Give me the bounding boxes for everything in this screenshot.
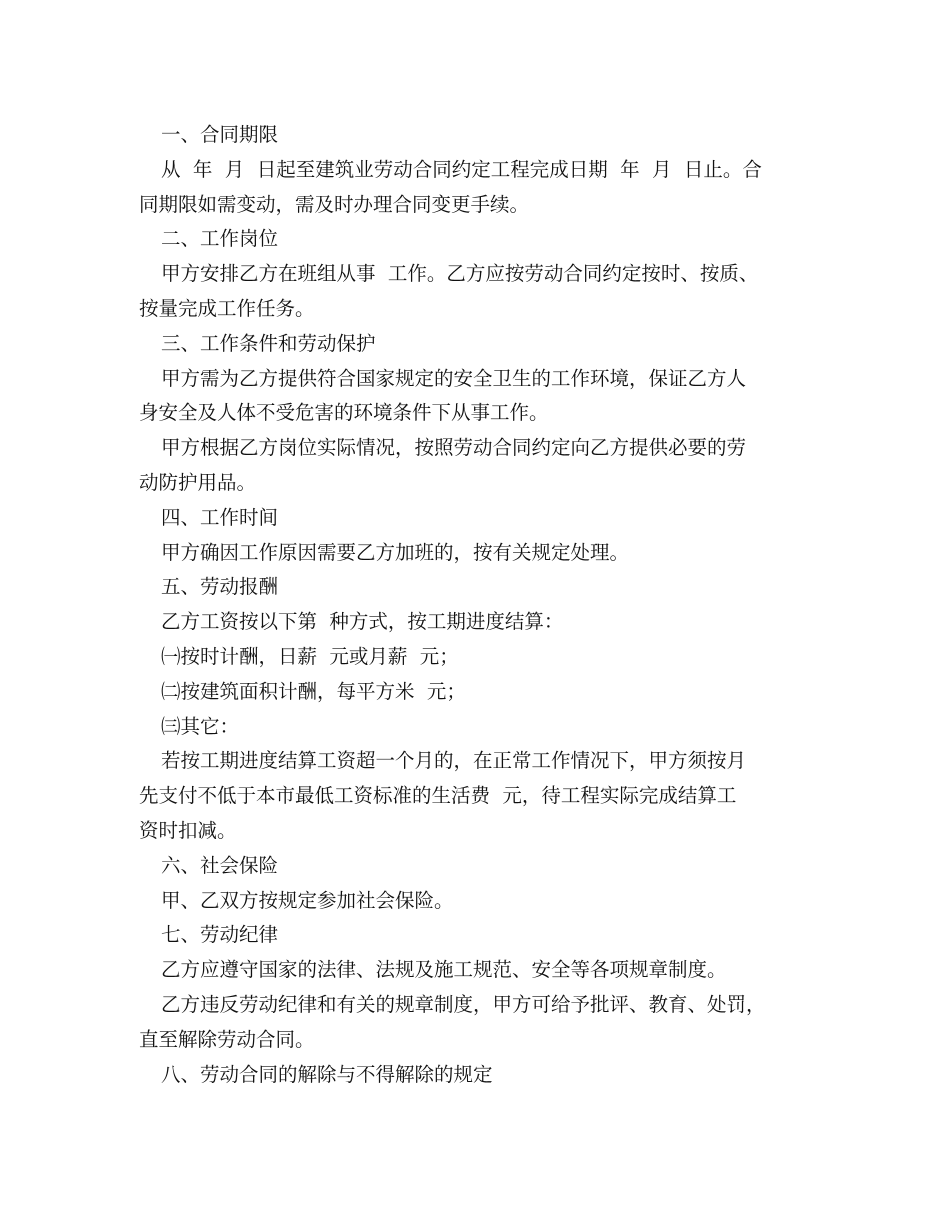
section-heading: 六、社会保险 [161,853,279,877]
document-body [139,118,829,1092]
paragraph-line: 甲方根据乙方岗位实际情况，按照劳动合同约定向乙方提供必要的劳 [161,436,747,460]
paragraph-line: 直至解除劳动合同。 [139,1027,315,1051]
paragraph-line: 甲、乙双方按规定参加社会保险。 [161,888,454,912]
paragraph-line: 按量完成工作任务。 [139,296,315,320]
section-heading: 二、工作岗位 [161,227,279,251]
paragraph-line: 乙方应遵守国家的法律、法规及施工规范、安全等各项规章制度。 [161,958,727,982]
paragraph-line: 甲方确因工作原因需要乙方加班的，按有关规定处理。 [161,540,630,564]
section-heading: 七、劳动纪律 [161,923,279,947]
paragraph-line: 乙方工资按以下第 种方式，按工期进度结算： [161,610,564,634]
section-heading: 八、劳动合同的解除与不得解除的规定 [161,1062,493,1086]
paragraph-line: 动防护用品。 [139,470,257,494]
paragraph-line: 甲方需为乙方提供符合国家规定的安全卫生的工作环境，保证乙方人 [161,366,747,390]
paragraph-line: 甲方安排乙方在班组从事 工作。乙方应按劳动合同约定按时、按质、 [161,262,759,286]
paragraph-line: 同期限如需变动，需及时办理合同变更手续。 [139,192,530,216]
paragraph-line: 乙方违反劳动纪律和有关的规章制度，甲方可给予批评、教育、处罚， [161,992,766,1016]
paragraph-line: ㈠按时计酬，日薪 元或月薪 元； [161,644,459,668]
document-page [139,118,829,1092]
section-heading: 三、工作条件和劳动保护 [161,331,376,355]
paragraph-line: 从 年 月 日起至建筑业劳动合同约定工程完成日期 年 月 日止。合 [161,157,762,181]
section-heading: 四、工作时间 [161,505,279,529]
section-heading: 一、合同期限 [161,123,279,146]
paragraph-line: 身安全及人体不受危害的环境条件下从事工作。 [139,401,549,425]
paragraph-line: 资时扣减。 [139,818,237,842]
section-heading: 五、劳动报酬 [161,575,279,599]
paragraph-line: ㈡按建筑面积计酬，每平方米 元； [161,679,466,703]
paragraph-line: ㈢其它： [161,714,240,738]
paragraph-line: 若按工期进度结算工资超一个月的，在正常工作情况下，甲方须按月 [161,749,747,773]
paragraph-line: 先支付不低于本市最低工资标准的生活费 元，待工程实际完成结算工 [139,784,737,808]
